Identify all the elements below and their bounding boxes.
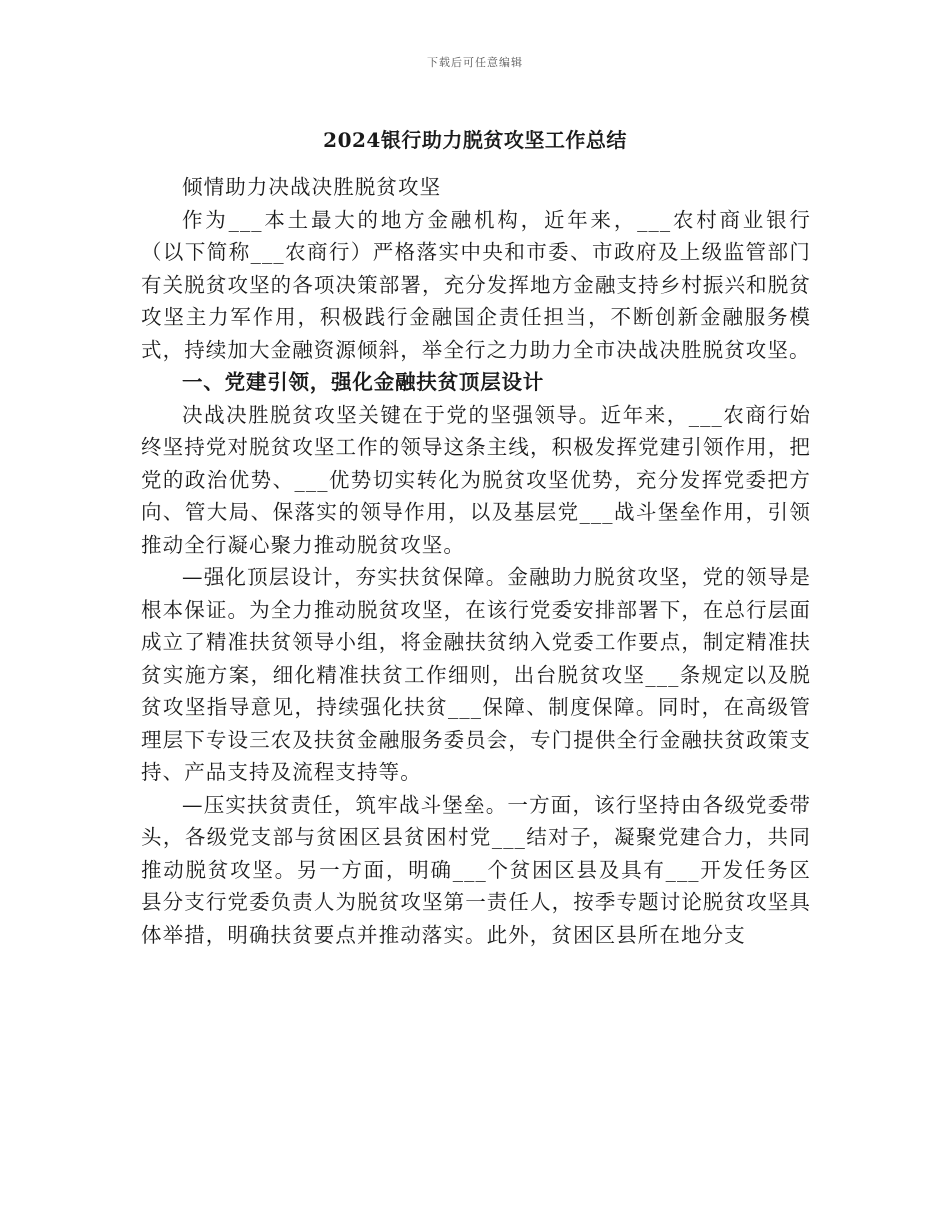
document-body xyxy=(141,171,811,951)
body-paragraph: —强化顶层设计，夯实扶贫保障。金融助力脱贫攻坚，党的领导是根本保证。为全力推动脱贫攻坚，在该行党委安排部署下，在总行层面成立了精准扶贫领导小组，将金融扶贫纳入党委工作要点，制定精准扶贫实施方案，细化精准扶贫工作细则，出台脱贫攻坚___条规定以及脱贫攻坚指导意见，持续强化扶贫___保障、制度保障。同时，在高级管理层下专设三农及扶贫金融服务委员会，专门提供全行金融扶贫政策支持、产品支持及流程支持等。 xyxy=(141,565,811,784)
document-title: 2024银行助力脱贫攻坚工作总结 xyxy=(323,128,627,152)
section-heading: 一、党建引领，强化金融扶贫顶层设计 xyxy=(182,370,545,394)
body-paragraph: 作为___本土最大的地方金融机构，近年来，___农村商业银行（以下简称___农商行）严格落实中央和市委、市政府及上级监管部门有关脱贫攻坚的各项决策部署，充分发挥地方金融支持乡村振兴和脱贫攻坚主力军作用，积极践行金融国企责任担当，不断创新金融服务模式，持续加大金融资源倾斜，举全行之力助力全市决战决胜脱贫攻坚。 xyxy=(141,207,811,362)
body-paragraph: —压实扶贫责任，筑牢战斗堡垒。一方面，该行坚持由各级党委带头，各级党支部与贫困区县贫困村党___结对子，凝聚党建合力，共同推动脱贫攻坚。另一方面，明确___个贫困区县及具有___开发任务区县分支行党委负责人为脱贫攻坚第一责任人，按季专题讨论脱贫攻坚具体举措，明确扶贫要点并推动落实。此外，贫困区县所在地分支 xyxy=(141,792,811,947)
header-note: 下载后可任意编辑 xyxy=(427,56,523,69)
body-paragraph: 决战决胜脱贫攻坚关键在于党的坚强领导。近年来，___农商行始终坚持党对脱贫攻坚工作的领导这条主线，积极发挥党建引领作用，把党的政治优势、___优势切实转化为脱贫攻坚优势，充分发挥党委把方向、管大局、保落实的领导作用，以及基层党___战斗堡垒作用，引领推动全行凝心聚力推动脱贫攻坚。 xyxy=(141,402,811,557)
subtitle-paragraph: 倾情助力决战决胜脱贫攻坚 xyxy=(182,175,442,199)
